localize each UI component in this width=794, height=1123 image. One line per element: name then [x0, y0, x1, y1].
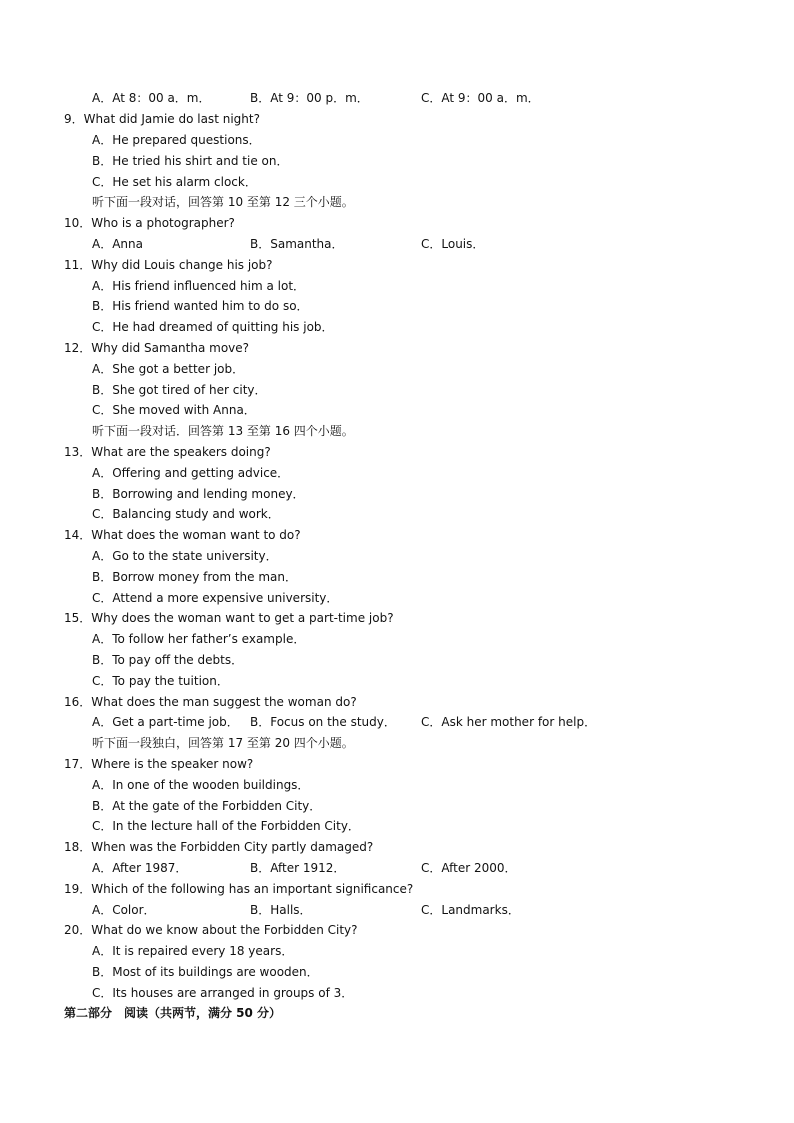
q15-question: 15．Why does the woman want to get a part-time job? [64, 611, 394, 625]
q8-option-a: A．At 8：00 a．m． [92, 91, 211, 105]
q14-option-b: B．Borrow money from the man． [92, 570, 298, 584]
q12-option-a: A．She got a better job． [92, 362, 245, 376]
q9-question: 9．What did Jamie do last night? [64, 112, 260, 126]
q14-option-c: C．Attend a more expensive university． [92, 591, 339, 605]
q17-question: 17．Where is the speaker now? [64, 757, 254, 771]
q17-option-c: C．In the lecture hall of the Forbidden City． [92, 819, 360, 833]
instruction-13-16: 听下面一段对话．回答第 13 至第 16 四个小题。 [92, 424, 354, 438]
q20-question: 20．What do we know about the Forbidden City? [64, 923, 358, 937]
q15-option-a: A．To follow her father’s example． [92, 632, 306, 646]
q10-question: 10．Who is a photographer? [64, 216, 235, 230]
q13-option-b: B．Borrowing and lending money． [92, 487, 305, 501]
q11-option-c: C．He had dreamed of quitting his job． [92, 320, 334, 334]
q19-option-b: B．Halls． [250, 903, 312, 917]
q8-option-c: C．At 9：00 a．m． [421, 91, 540, 105]
q12-question: 12．Why did Samantha move? [64, 341, 250, 355]
q9-option-b: B．He tried his shirt and tie on． [92, 154, 289, 168]
q18-option-b: B．After 1912． [250, 861, 346, 875]
part2-heading: 第二部分 阅读（共两节，满分 50 分） [64, 1006, 282, 1020]
q17-option-b: B．At the gate of the Forbidden City． [92, 799, 322, 813]
q19-option-c: C．Landmarks． [421, 903, 520, 917]
q13-question: 13．What are the speakers doing? [64, 445, 271, 459]
q14-question: 14．What does the woman want to do? [64, 528, 301, 542]
q15-option-b: B．To pay off the debts． [92, 653, 244, 667]
q11-question: 11．Why did Louis change his job? [64, 258, 273, 272]
q11-option-b: B．His friend wanted him to do so． [92, 299, 309, 313]
q18-option-a: A．After 1987． [92, 861, 188, 875]
instruction-17-20: 听下面一段独白，回答第 17 至第 20 四个小题。 [92, 736, 354, 750]
q9-option-a: A．He prepared questions． [92, 133, 261, 147]
q10-option-c: C．Louis． [421, 237, 485, 251]
q18-option-c: C．After 2000． [421, 861, 517, 875]
q12-option-b: B．She got tired of her city． [92, 383, 267, 397]
q8-option-b: B．At 9：00 p．m． [250, 91, 369, 105]
q16-option-c: C．Ask her mother for help． [421, 715, 597, 729]
q16-option-b: B．Focus on the study． [250, 715, 396, 729]
q17-option-a: A．In one of the wooden buildings． [92, 778, 310, 792]
q19-option-a: A．Color． [92, 903, 156, 917]
q15-option-c: C．To pay the tuition． [92, 674, 229, 688]
q20-option-b: B．Most of its buildings are wooden． [92, 965, 319, 979]
instruction-10-12: 听下面一段对话，回答第 10 至第 12 三个小题。 [92, 195, 354, 209]
q19-question: 19．Which of the following has an important significance? [64, 882, 414, 896]
q11-option-a: A．His friend influenced him a lot． [92, 279, 306, 293]
q14-option-a: A．Go to the state university． [92, 549, 278, 563]
q16-question: 16．What does the man suggest the woman do? [64, 695, 357, 709]
q20-option-c: C．Its houses are arranged in groups of 3． [92, 986, 354, 1000]
q9-option-c: C．He set his alarm clock． [92, 175, 257, 189]
q20-option-a: A．It is repaired every 18 years． [92, 944, 294, 958]
q10-option-a: A．Anna [92, 237, 143, 251]
q10-option-b: B．Samantha． [250, 237, 344, 251]
q18-question: 18．When was the Forbidden City partly damaged? [64, 840, 374, 854]
q13-option-a: A．Offering and getting advice． [92, 466, 290, 480]
q16-option-a: A．Get a part-time job． [92, 715, 239, 729]
q13-option-c: C．Balancing study and work． [92, 507, 280, 521]
q12-option-c: C．She moved with Anna． [92, 403, 256, 417]
